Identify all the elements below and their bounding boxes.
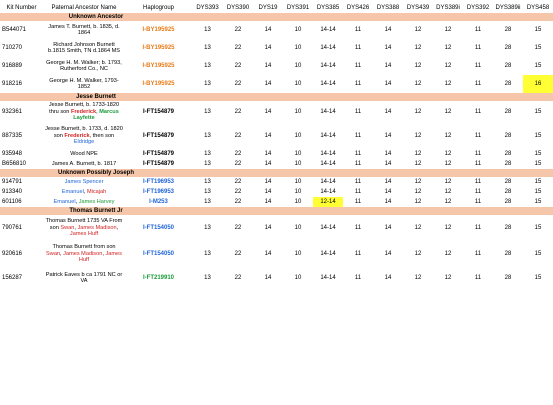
- marker-value-cell[interactable]: 28: [504, 178, 512, 185]
- ancestor-name-cell[interactable]: [43, 267, 125, 289]
- group-band-fill: [192, 169, 553, 177]
- marker-value-cell[interactable]: 14: [384, 178, 392, 185]
- marker-value-cell[interactable]: 12: [414, 160, 422, 167]
- marker-value-cell[interactable]: 11: [474, 62, 482, 69]
- marker-value-cell[interactable]: 14-14: [320, 160, 336, 167]
- marker-value-cell[interactable]: 22: [234, 198, 242, 205]
- marker-value-cell[interactable]: 14: [264, 274, 272, 281]
- ancestor-name-cell[interactable]: [43, 215, 125, 241]
- marker-value-cell[interactable]: 10: [294, 80, 302, 87]
- marker-value-cell[interactable]: 14: [384, 132, 392, 139]
- kit-number-cell[interactable]: 918216: [2, 80, 23, 87]
- marker-value-cell[interactable]: 15: [534, 108, 542, 115]
- marker-value-cell[interactable]: 10: [294, 150, 302, 157]
- marker-value-cell[interactable]: 15: [534, 132, 542, 139]
- marker-value-cell[interactable]: 12: [444, 250, 452, 257]
- marker-value-cell[interactable]: 10: [294, 274, 302, 281]
- table-row: [0, 57, 553, 75]
- kit-number-cell[interactable]: B544071: [2, 26, 27, 33]
- group-band-fill: [192, 13, 553, 21]
- ancestor-name-segment: Jesse Burnett, b. 1733-1820 thru son: [48, 102, 120, 115]
- marker-value-cell[interactable]: 14: [264, 26, 272, 33]
- marker-value-cell[interactable]: 14-14: [320, 44, 336, 51]
- table-row: [0, 215, 553, 241]
- marker-value-cell[interactable]: 14-14: [320, 274, 336, 281]
- ancestor-name-segment: Patrick Eaves b ca 1791 NC or VA: [45, 271, 123, 284]
- marker-value-cell[interactable]: 10: [294, 250, 302, 257]
- marker-value-cell[interactable]: 22: [234, 160, 242, 167]
- ancestor-name-cell[interactable]: [43, 75, 125, 93]
- marker-value-cell[interactable]: 22: [234, 274, 242, 281]
- col-header[interactable]: DYS439: [406, 4, 430, 11]
- marker-value-cell[interactable]: 13: [204, 160, 211, 167]
- ancestor-name-segment: ,: [75, 198, 79, 205]
- kit-number-cell[interactable]: 601106: [2, 198, 22, 205]
- marker-value-cell[interactable]: 22: [234, 44, 242, 51]
- ancestor-name-segment: Swan: [60, 224, 75, 231]
- marker-value-cell[interactable]: 22: [234, 178, 242, 185]
- marker-value-cell[interactable]: 14-14: [320, 250, 336, 257]
- marker-value-cell[interactable]: 11: [354, 80, 362, 87]
- col-header[interactable]: Haplogroup: [142, 4, 175, 11]
- marker-value-cell[interactable]: 11: [474, 44, 482, 51]
- marker-value-cell[interactable]: 15: [534, 274, 542, 281]
- marker-value-cell[interactable]: 14: [384, 150, 392, 157]
- marker-value-cell[interactable]: 22: [234, 26, 242, 33]
- haplogroup-cell[interactable]: I-FT154050: [142, 250, 175, 257]
- marker-value-cell[interactable]: 22: [234, 188, 242, 195]
- table-row: [0, 123, 553, 149]
- haplogroup-cell[interactable]: I-FT154879: [142, 150, 175, 157]
- ancestor-name-segment: James Huff: [69, 231, 99, 238]
- ancestor-name-segment: ,: [116, 224, 119, 231]
- marker-value-cell[interactable]: 22: [234, 224, 242, 231]
- table-body: [0, 13, 553, 289]
- marker-value-cell[interactable]: 12: [414, 198, 422, 205]
- marker-value-cell[interactable]: 28: [504, 62, 512, 69]
- marker-value-cell[interactable]: 13: [204, 178, 211, 185]
- marker-value-cell[interactable]: 10: [294, 178, 302, 185]
- marker-value-cell[interactable]: 11: [354, 44, 362, 51]
- marker-value-cell[interactable]: 12: [414, 62, 422, 69]
- ancestor-name-cell[interactable]: [43, 197, 125, 207]
- marker-value-cell[interactable]: 12: [414, 250, 422, 257]
- marker-value-cell[interactable]: 10: [294, 26, 302, 33]
- marker-value-cell[interactable]: 10: [294, 132, 302, 139]
- marker-value-cell[interactable]: 12: [444, 80, 452, 87]
- marker-value-cell[interactable]: 14: [384, 26, 392, 33]
- ancestor-name-segment: Thomas Burnett 1735 VA From son: [45, 218, 123, 231]
- col-header[interactable]: DYS458: [526, 4, 550, 11]
- marker-value-cell[interactable]: 14: [264, 150, 272, 157]
- marker-value-cell[interactable]: 12: [414, 274, 422, 281]
- marker-value-cell[interactable]: 14-14: [320, 80, 336, 87]
- marker-value-cell[interactable]: 28: [504, 150, 512, 157]
- ancestor-name-cell[interactable]: [43, 177, 125, 187]
- col-header[interactable]: Paternal Ancestor Name: [51, 4, 117, 11]
- ancestor-name-segment: , then son: [89, 132, 115, 139]
- marker-value-cell[interactable]: 14-14: [320, 150, 336, 157]
- marker-value-cell[interactable]: 12: [414, 178, 422, 185]
- kit-number-cell[interactable]: 914791: [2, 178, 23, 185]
- marker-value-cell[interactable]: 11: [474, 150, 482, 157]
- marker-value-cell[interactable]: 11: [474, 26, 482, 33]
- marker-value-cell[interactable]: 12: [444, 150, 452, 157]
- marker-value-cell[interactable]: 11: [474, 80, 482, 87]
- marker-value-cell[interactable]: 22: [234, 150, 242, 157]
- col-header[interactable]: DYS393: [196, 4, 219, 11]
- kit-number-cell[interactable]: 156287: [2, 274, 23, 281]
- marker-value-cell[interactable]: 11: [354, 108, 362, 115]
- marker-value-cell[interactable]: 14-14: [320, 62, 336, 69]
- haplogroup-cell[interactable]: I-M253: [149, 198, 168, 205]
- col-header[interactable]: DYS19: [258, 4, 278, 11]
- marker-value-cell[interactable]: 28: [504, 44, 512, 51]
- marker-value-cell[interactable]: 12: [414, 188, 422, 195]
- marker-value-cell[interactable]: 28: [504, 198, 512, 205]
- marker-value-cell[interactable]: 13: [204, 62, 211, 69]
- ancestor-name-segment: James Madison: [77, 224, 117, 231]
- col-header[interactable]: DYS388: [376, 4, 400, 11]
- ancestor-name-segment: James Harvey: [78, 198, 115, 205]
- marker-value-cell[interactable]: 12: [444, 178, 452, 185]
- marker-value-cell[interactable]: 28: [504, 26, 512, 33]
- marker-value-cell[interactable]: 11: [474, 198, 482, 205]
- ancestor-name-segment: Emanuel: [53, 198, 76, 205]
- ancestor-name-segment: Marcus Layfette: [73, 108, 119, 122]
- ancestor-name-segment: James Madison: [63, 250, 103, 257]
- table-row: [0, 177, 553, 187]
- marker-value-cell[interactable]: 13: [204, 250, 211, 257]
- ancestor-name-segment: Swan: [46, 250, 61, 257]
- marker-value-cell[interactable]: 11: [354, 132, 362, 139]
- marker-value-cell[interactable]: 11: [474, 188, 482, 195]
- marker-value-cell[interactable]: 11: [354, 198, 362, 205]
- marker-value-cell[interactable]: 11: [474, 132, 482, 139]
- marker-value-cell[interactable]: 12: [414, 150, 422, 157]
- haplogroup-cell[interactable]: I-FT154879: [142, 132, 175, 139]
- kit-number-cell[interactable]: 710270: [2, 44, 23, 51]
- marker-value-cell[interactable]: 28: [504, 108, 512, 115]
- marker-value-cell[interactable]: 12: [444, 188, 452, 195]
- marker-value-cell[interactable]: 11: [354, 224, 362, 231]
- marker-value-cell[interactable]: 11: [354, 250, 362, 257]
- col-header[interactable]: DYS389ii: [495, 4, 521, 11]
- marker-value-cell[interactable]: 10: [294, 198, 302, 205]
- table-row: [0, 267, 553, 289]
- marker-value-cell[interactable]: 14: [264, 250, 272, 257]
- group-label[interactable]: Unknown Ancestor: [0, 13, 192, 21]
- marker-value-cell[interactable]: 13: [204, 26, 211, 33]
- marker-value-cell[interactable]: 12: [414, 26, 422, 33]
- marker-value-cell[interactable]: 14-14: [320, 26, 336, 33]
- marker-value-cell[interactable]: 22: [234, 132, 242, 139]
- haplogroup-cell[interactable]: I-FT219910: [142, 274, 175, 281]
- marker-value-cell[interactable]: 15: [534, 224, 542, 231]
- marker-value-cell[interactable]: 14: [384, 224, 392, 231]
- marker-value-cell[interactable]: 14: [264, 198, 272, 205]
- marker-value-cell[interactable]: 13: [204, 44, 211, 51]
- ancestor-name-segment: Frederick: [64, 132, 90, 139]
- ancestor-name-segment: George H. M. Walker, 1793-1852: [49, 77, 119, 90]
- ancestor-name-segment: Richard Johnson Burnett b.1815 Smith, TN d.1864 MS: [47, 41, 121, 54]
- marker-value-cell[interactable]: 14-14: [320, 132, 336, 139]
- ancestor-name-segment: Frederick: [70, 108, 97, 115]
- table-row: [0, 101, 553, 123]
- marker-value-cell[interactable]: 14: [384, 108, 392, 115]
- ancestor-name-segment: Wood NPE: [70, 150, 98, 157]
- ancestor-name-segment: ,: [74, 224, 78, 231]
- marker-value-cell[interactable]: 28: [504, 132, 512, 139]
- haplogroup-cell[interactable]: I-FT196953: [142, 178, 175, 185]
- marker-value-cell[interactable]: 22: [234, 80, 242, 87]
- marker-value-cell[interactable]: 15: [534, 62, 542, 69]
- marker-value-cell[interactable]: 15: [534, 160, 542, 167]
- marker-value-cell[interactable]: 11: [474, 274, 482, 281]
- group-header-row: [0, 169, 553, 177]
- marker-value-cell[interactable]: 13: [204, 108, 211, 115]
- marker-value-cell[interactable]: 12: [444, 26, 452, 33]
- marker-value-cell[interactable]: 12: [414, 224, 422, 231]
- marker-value-cell[interactable]: 12: [444, 108, 452, 115]
- marker-value-cell[interactable]: 13: [204, 188, 211, 195]
- marker-value-cell[interactable]: 10: [294, 44, 302, 51]
- marker-value-cell[interactable]: 13: [204, 198, 211, 205]
- marker-value-cell[interactable]: 13: [204, 224, 211, 231]
- marker-value-cell[interactable]: 22: [234, 250, 242, 257]
- marker-value-cell[interactable]: 10: [294, 160, 302, 167]
- marker-value-cell[interactable]: 16: [523, 75, 553, 93]
- marker-value-cell[interactable]: 11: [474, 250, 482, 257]
- marker-value-cell[interactable]: 14: [384, 188, 392, 195]
- marker-value-cell[interactable]: 12: [444, 62, 452, 69]
- col-header[interactable]: DYS389i: [436, 4, 460, 11]
- ancestor-name-segment: George H. M. Walker; b. 1793, Rutherford Co., NC: [46, 59, 122, 72]
- marker-value-cell[interactable]: 11: [354, 274, 362, 281]
- marker-value-cell[interactable]: 11: [354, 160, 362, 167]
- marker-value-cell[interactable]: 14: [264, 108, 272, 115]
- marker-value-cell[interactable]: 15: [534, 178, 542, 185]
- marker-value-cell[interactable]: 12: [414, 80, 422, 87]
- table-row: [0, 149, 553, 159]
- ancestor-name-segment: James Huff: [78, 250, 122, 264]
- table-row: [0, 197, 553, 207]
- ancestor-name-segment: ,: [96, 108, 100, 115]
- col-header[interactable]: DYS391: [286, 4, 310, 11]
- table-row: [0, 159, 553, 169]
- haplogroup-cell[interactable]: I-FT196953: [142, 188, 175, 195]
- marker-value-cell[interactable]: 14: [264, 132, 272, 139]
- kit-number-cell[interactable]: 932361: [2, 108, 23, 115]
- table-row: [0, 39, 553, 57]
- marker-value-cell[interactable]: 14: [384, 198, 392, 205]
- col-header[interactable]: Kit Number: [6, 4, 37, 11]
- marker-value-cell[interactable]: 12: [444, 224, 452, 231]
- marker-value-cell[interactable]: 12: [414, 44, 422, 51]
- marker-value-cell[interactable]: 15: [534, 150, 542, 157]
- marker-value-cell[interactable]: 12-14: [313, 197, 343, 207]
- ancestor-name-segment: Eldridge: [73, 139, 95, 146]
- marker-value-cell[interactable]: 28: [504, 274, 512, 281]
- marker-value-cell[interactable]: 11: [474, 108, 482, 115]
- group-header-row: [0, 207, 553, 215]
- marker-value-cell[interactable]: 10: [294, 188, 302, 195]
- ancestor-name-cell[interactable]: [43, 149, 125, 159]
- table-row: [0, 187, 553, 197]
- haplogroup-cell[interactable]: I-BY195925: [142, 44, 175, 51]
- marker-value-cell[interactable]: 15: [534, 26, 542, 33]
- marker-value-cell[interactable]: 28: [504, 188, 512, 195]
- ancestor-name-cell[interactable]: [43, 21, 125, 39]
- marker-value-cell[interactable]: 14: [264, 178, 272, 185]
- ancestor-name-segment: James T. Burnett, b. 1835, d. 1864: [48, 23, 120, 36]
- marker-value-cell[interactable]: 12: [444, 132, 452, 139]
- ancestor-name-segment: James A. Burnett, b. 1817: [51, 160, 117, 167]
- group-band-fill: [192, 207, 553, 215]
- marker-value-cell[interactable]: 12: [444, 44, 452, 51]
- marker-value-cell[interactable]: 11: [354, 62, 362, 69]
- ancestor-name-cell[interactable]: [43, 159, 125, 169]
- marker-value-cell[interactable]: 12: [444, 160, 452, 167]
- marker-value-cell[interactable]: 14: [384, 250, 392, 257]
- marker-value-cell[interactable]: 14: [264, 62, 272, 69]
- ancestor-name-cell[interactable]: [43, 187, 125, 197]
- haplogroup-cell[interactable]: I-FT154050: [142, 224, 175, 231]
- haplogroup-cell[interactable]: I-FT154879: [142, 108, 175, 115]
- table-row: [0, 75, 553, 93]
- haplogroup-cell[interactable]: I-FT154879: [142, 160, 175, 167]
- group-label[interactable]: Unknown Possibly Joseph: [0, 169, 192, 177]
- marker-value-cell[interactable]: 22: [234, 108, 242, 115]
- table-row: [0, 241, 553, 267]
- marker-value-cell[interactable]: 15: [534, 188, 542, 195]
- marker-value-cell[interactable]: 15: [534, 250, 542, 257]
- marker-value-cell[interactable]: 15: [534, 44, 542, 51]
- marker-value-cell[interactable]: 12: [414, 108, 422, 115]
- header-row: [0, 3, 553, 13]
- marker-value-cell[interactable]: 10: [294, 62, 302, 69]
- ancestor-name-segment: ,: [83, 188, 87, 195]
- marker-value-cell[interactable]: 14: [264, 44, 272, 51]
- marker-value-cell[interactable]: 14-14: [320, 178, 336, 185]
- ancestor-name-segment: Thomas Burnett from son: [52, 244, 116, 251]
- haplogroup-cell[interactable]: I-BY195925: [142, 80, 175, 87]
- marker-value-cell[interactable]: 14-14: [320, 224, 336, 231]
- marker-value-cell[interactable]: 11: [354, 188, 362, 195]
- col-header[interactable]: DYS385: [316, 4, 340, 11]
- marker-value-cell[interactable]: 10: [294, 108, 302, 115]
- kit-number-cell[interactable]: 790761: [2, 224, 23, 231]
- marker-value-cell[interactable]: 13: [204, 274, 211, 281]
- kit-number-cell[interactable]: 935948: [2, 150, 23, 157]
- ancestor-name-segment: ,: [60, 250, 64, 257]
- haplogroup-cell[interactable]: I-BY195925: [142, 26, 175, 33]
- haplogroup-cell[interactable]: I-BY195925: [142, 62, 175, 69]
- group-header-row: [0, 13, 553, 21]
- marker-value-cell[interactable]: 10: [294, 224, 302, 231]
- marker-value-cell[interactable]: 28: [504, 224, 512, 231]
- ancestor-name-cell[interactable]: [43, 241, 125, 267]
- marker-value-cell[interactable]: 14: [384, 80, 392, 87]
- ancestor-name-cell[interactable]: [43, 101, 125, 123]
- marker-value-cell[interactable]: 12: [444, 274, 452, 281]
- kit-number-cell[interactable]: 913340: [2, 188, 23, 195]
- col-header[interactable]: DYS392: [466, 4, 490, 11]
- marker-value-cell[interactable]: 12: [444, 198, 452, 205]
- marker-value-cell[interactable]: 14: [264, 160, 272, 167]
- marker-value-cell[interactable]: 13: [204, 80, 211, 87]
- table-row: [0, 21, 553, 39]
- marker-value-cell[interactable]: 14: [384, 44, 392, 51]
- marker-value-cell[interactable]: 14: [264, 224, 272, 231]
- group-label[interactable]: Jesse Burnett: [0, 93, 192, 101]
- marker-value-cell[interactable]: 11: [474, 160, 482, 167]
- marker-value-cell[interactable]: 14: [384, 274, 392, 281]
- ancestor-name-segment: James Spencer: [64, 178, 104, 185]
- col-header[interactable]: DYS426: [346, 4, 370, 11]
- group-header-row: [0, 93, 553, 101]
- marker-value-cell[interactable]: 11: [474, 224, 482, 231]
- ancestor-name-cell[interactable]: [43, 39, 125, 57]
- kit-number-cell[interactable]: 916889: [2, 62, 23, 69]
- col-header[interactable]: DYS390: [226, 4, 250, 11]
- kit-number-cell[interactable]: 920616: [2, 250, 23, 257]
- marker-value-cell[interactable]: 11: [474, 178, 482, 185]
- group-label[interactable]: Thomas Burnett Jr: [0, 207, 192, 215]
- ancestor-name-segment: ,: [102, 250, 106, 257]
- marker-value-cell[interactable]: 11: [354, 178, 362, 185]
- ancestor-name-cell[interactable]: [43, 123, 125, 149]
- ancestor-name-segment: Emanuel: [61, 188, 84, 195]
- marker-value-cell[interactable]: 14-14: [320, 188, 336, 195]
- marker-value-cell[interactable]: 13: [204, 132, 211, 139]
- kit-number-cell[interactable]: B656810: [2, 160, 27, 167]
- group-band-fill: [192, 93, 553, 101]
- kit-number-cell[interactable]: 887335: [2, 132, 23, 139]
- marker-value-cell[interactable]: 22: [234, 62, 242, 69]
- ancestor-name-segment: Jesse Burnett, b. 1733, d. 1820 son: [45, 126, 123, 139]
- ancestor-name-segment: Micajah: [86, 188, 107, 195]
- marker-value-cell[interactable]: 13: [204, 150, 211, 157]
- marker-value-cell[interactable]: 14-14: [320, 108, 336, 115]
- marker-value-cell[interactable]: 14: [264, 188, 272, 195]
- marker-value-cell[interactable]: 15: [534, 198, 542, 205]
- marker-value-cell[interactable]: 11: [354, 150, 362, 157]
- marker-value-cell[interactable]: 14: [384, 160, 392, 167]
- marker-value-cell[interactable]: 28: [504, 250, 512, 257]
- marker-value-cell[interactable]: 14: [384, 62, 392, 69]
- ancestor-name-cell[interactable]: [43, 57, 125, 75]
- dna-results-table: [0, 3, 553, 289]
- marker-value-cell[interactable]: 28: [504, 80, 512, 87]
- marker-value-cell[interactable]: 11: [354, 26, 362, 33]
- marker-value-cell[interactable]: 14: [264, 80, 272, 87]
- marker-value-cell[interactable]: 12: [414, 132, 422, 139]
- marker-value-cell[interactable]: 28: [504, 160, 512, 167]
